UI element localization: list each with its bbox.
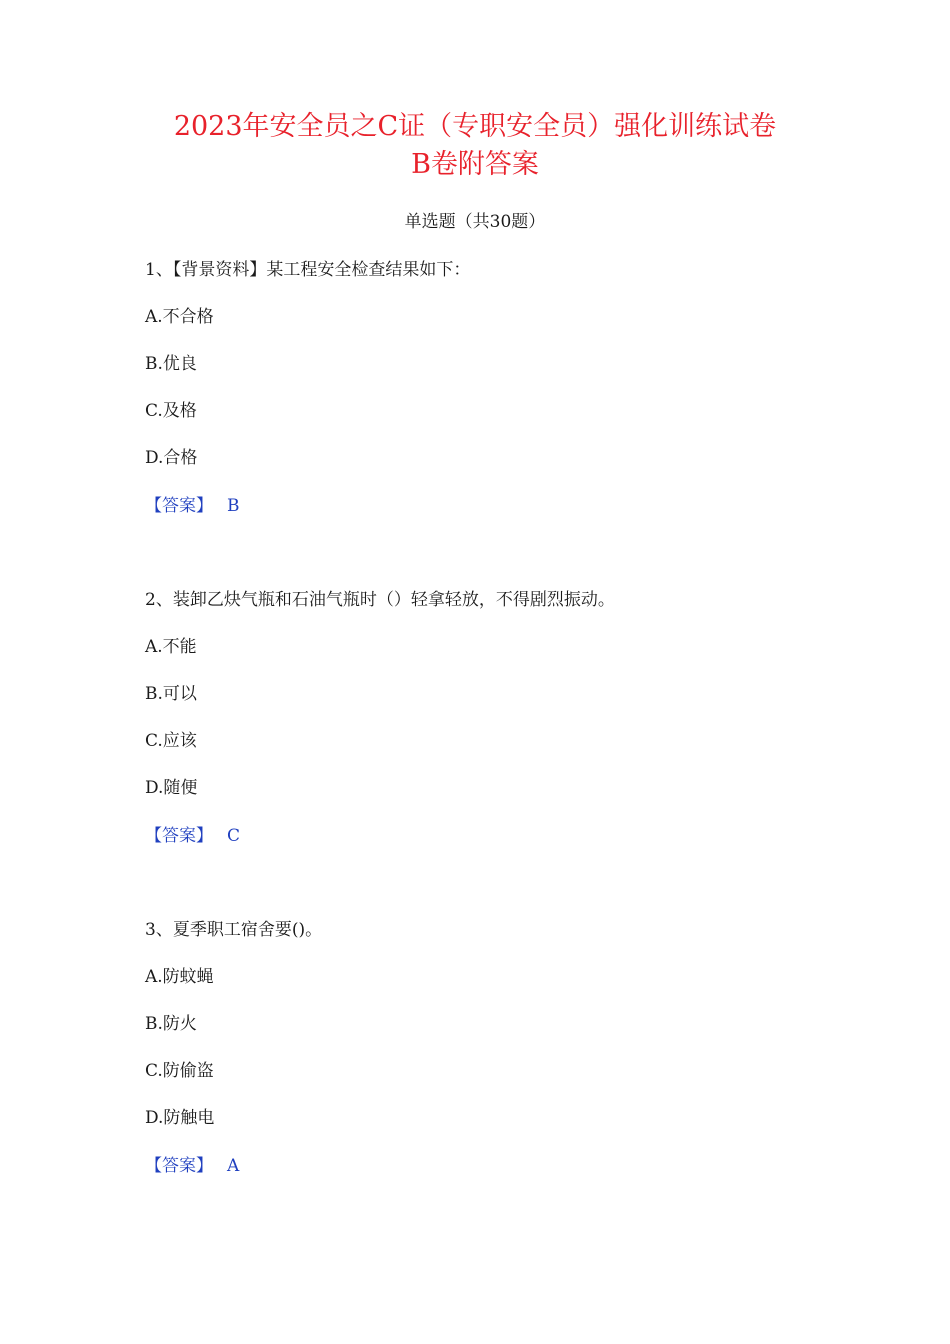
question-1-option-d: D.合格 [145, 448, 198, 468]
question-1-answer [145, 494, 240, 518]
answer-tag: 【答案】 [145, 496, 213, 516]
question-3-answer [145, 1154, 239, 1178]
question-2-option-a: A.不能 [145, 637, 197, 657]
title-line-2: B卷附答案 [411, 149, 539, 180]
question-3-option-d: D.防触电 [145, 1108, 215, 1128]
question-2-option-d: D.随便 [145, 778, 198, 798]
question-2-option-b: B.可以 [145, 684, 197, 704]
question-1-option-b: B.优良 [145, 354, 197, 374]
answer-value: C [227, 826, 241, 846]
answer-value: B [227, 496, 240, 516]
title-line-1: 2023年安全员之C证（专职安全员）强化训练试卷 [173, 111, 777, 142]
answer-value: A [227, 1156, 240, 1176]
question-3-option-b: B.防火 [145, 1014, 197, 1034]
question-3-option-a: A.防蚊蝇 [145, 967, 214, 987]
question-1-stem: 1、【背景资料】某工程安全检查结果如下： [145, 260, 471, 280]
answer-tag: 【答案】 [145, 826, 213, 846]
section-heading: 单选题（共30题） [404, 212, 546, 232]
question-3-option-c: C.防偷盗 [145, 1061, 214, 1081]
question-2-option-c: C.应该 [145, 731, 197, 751]
question-2-stem: 2、装卸乙炔气瓶和石油气瓶时（）轻拿轻放，不得剧烈振动。 [145, 590, 615, 610]
question-3-stem: 3、夏季职工宿舍要()。 [145, 920, 323, 940]
question-2-answer [145, 824, 240, 848]
question-1-option-a: A.不合格 [145, 307, 214, 327]
answer-tag: 【答案】 [145, 1156, 213, 1176]
document-title [100, 108, 850, 184]
question-1-option-c: C.及格 [145, 401, 197, 421]
